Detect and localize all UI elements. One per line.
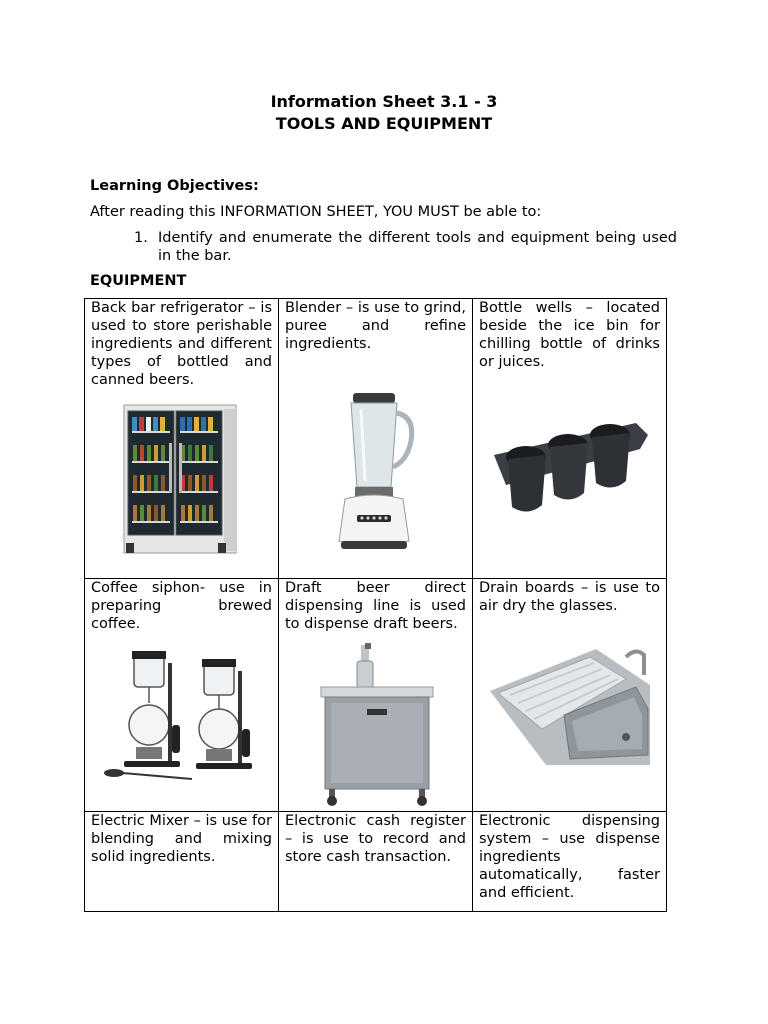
equipment-description: Drain boards – is use to air dry the glasses. [479, 580, 660, 614]
equipment-cell [279, 579, 473, 812]
table-row [85, 812, 667, 912]
blender-icon [331, 391, 421, 553]
coffee-siphon-icon [102, 641, 262, 787]
equipment-cell [473, 299, 667, 579]
drain-board-icon [486, 645, 654, 771]
sheet-title: Information Sheet 3.1 - 3 [270, 92, 498, 111]
refrigerator-icon [122, 403, 242, 559]
bottle-wells-icon [486, 395, 654, 545]
table-row [85, 299, 667, 579]
equipment-cell [279, 299, 473, 579]
equipment-description: Electronic cash register – is use to record and store cash transaction. [285, 813, 466, 865]
equipment-cell [473, 812, 667, 912]
equipment-description: Blender – is use to grind, puree and refine ingredients. [285, 300, 466, 352]
equipment-description: Electronic dispensing system – use dispense ingredients automatically, faster and efficient. [479, 813, 660, 901]
table-row [85, 579, 667, 812]
equipment-cell [279, 812, 473, 912]
draft-beer-dispenser-icon [313, 641, 439, 807]
equipment-heading: EQUIPMENT [90, 273, 187, 289]
equipment-description: Back bar refrigerator – is used to store perishable ingredients and different types of bottled and canned beers. [91, 300, 272, 388]
sheet-subtitle: TOOLS AND EQUIPMENT [275, 114, 493, 133]
equipment-cell [85, 579, 279, 812]
objective-number: 1. [134, 230, 148, 246]
learning-objectives-heading: Learning Objectives: [90, 178, 259, 194]
equipment-table [84, 298, 667, 912]
equipment-cell [85, 299, 279, 579]
equipment-description: Bottle wells – located beside the ice bin for chilling bottle of drinks or juices. [479, 300, 660, 370]
objective-text: Identify and enumerate the different tools and equipment being used in the bar. [158, 230, 677, 264]
equipment-description: Draft beer direct dispensing line is used to dispense draft beers. [285, 580, 466, 632]
objectives-intro: After reading this INFORMATION SHEET, YOU MUST be able to: [90, 204, 542, 220]
equipment-description: Electric Mixer – is use for blending and mixing solid ingredients. [91, 813, 272, 865]
equipment-description: Coffee siphon- use in preparing brewed coffee. [91, 580, 272, 632]
equipment-cell [85, 812, 279, 912]
equipment-cell [473, 579, 667, 812]
